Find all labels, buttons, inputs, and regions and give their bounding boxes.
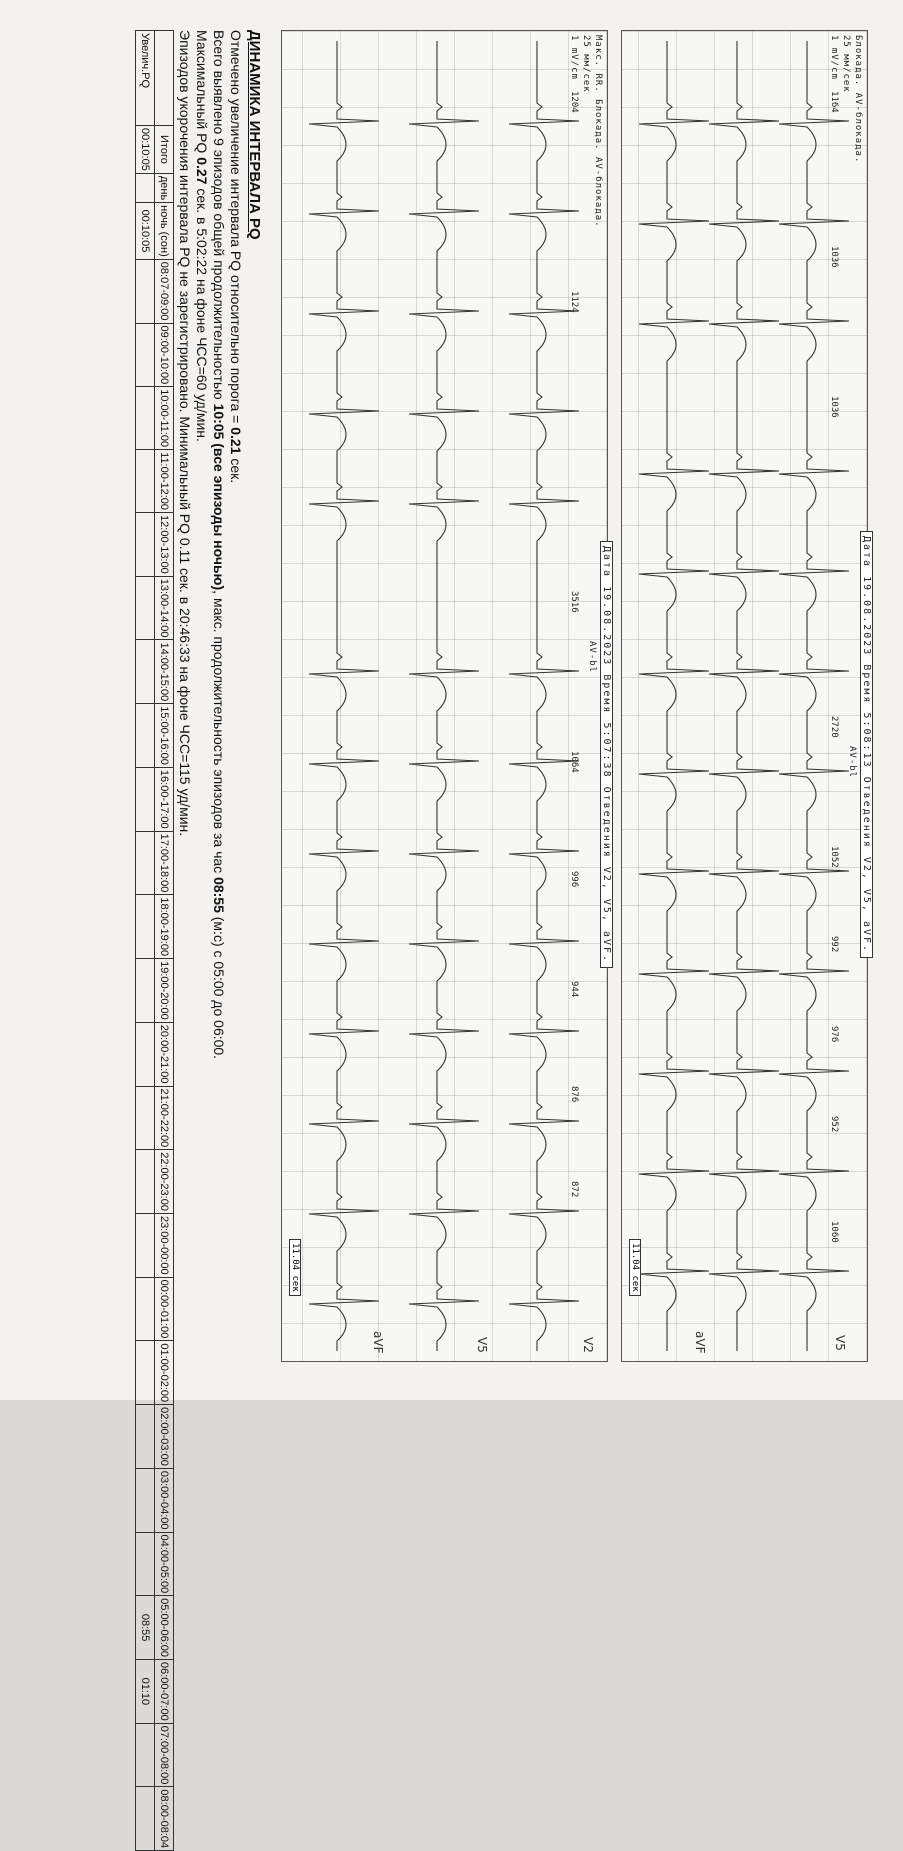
strip-1-amplitude: 1 mV/cm <box>829 35 839 80</box>
report-line2-text: Всего выявлено 9 эпизодов общей продолжительностью <box>211 30 227 404</box>
table-hour-header: 10:00-11:00 <box>155 387 174 450</box>
strip-2-duration: 11.04 сек <box>289 1239 301 1296</box>
table-row-total: 00:10:05 <box>136 126 155 174</box>
report-max-hour-duration: 08:55 <box>211 877 227 913</box>
table-row <box>136 31 155 1851</box>
table-hour-value <box>136 704 155 768</box>
rr-interval-label: 944 <box>569 981 579 998</box>
report-total-duration: 10:05 (все эпизоды ночью) <box>211 403 227 591</box>
table-hour-value <box>136 767 155 831</box>
table-row-night: 00:10:05 <box>136 203 155 260</box>
strip-2-header: Дата 19.08.2023 Время 5:07:38 Отведения V2, V5, aVF. <box>600 541 613 968</box>
table-hour-value <box>136 959 155 1023</box>
table-hour-header: 05:00-06:00 <box>155 1596 174 1660</box>
rr-interval-label: 1124 <box>569 291 579 313</box>
table-hour-value <box>136 576 155 640</box>
strip-1-speed: 25 мм/сек <box>841 35 851 93</box>
strip-2-amplitude: 1 mV/cm <box>569 35 579 80</box>
table-corner <box>155 31 174 126</box>
pq-report <box>135 30 263 1849</box>
report-line3-text: Максимальный PQ <box>194 30 210 158</box>
strip-2-title: Макс. RR. Блокада. AV-блокада. <box>593 35 603 228</box>
table-hour-value <box>136 1723 155 1787</box>
table-hour-header: 19:00-20:00 <box>155 959 174 1023</box>
table-hour-value <box>136 640 155 704</box>
table-hour-header: 17:00-18:00 <box>155 831 174 895</box>
table-hour-header: 13:00-14:00 <box>155 576 174 640</box>
ecg-strip-1 <box>621 30 872 1362</box>
ecg-trace-1 <box>622 31 867 1361</box>
report-line3-end: сек. в 5:02:22 на фоне ЧСС=60 уд/мин. <box>194 184 210 442</box>
table-hour-value <box>136 1405 155 1469</box>
ecg-lead-waveform <box>309 41 379 1351</box>
rr-interval-label: 992 <box>829 936 839 953</box>
strip-2-lead-avf: aVF <box>371 1331 385 1354</box>
table-hour-header: 09:00-10:00 <box>155 323 174 387</box>
rr-interval-label: 1036 <box>829 246 839 268</box>
rr-interval-label: 876 <box>569 1086 579 1103</box>
report-line1-text: Отмечено увеличение интервала PQ относительно порога = <box>228 30 244 428</box>
rr-interval-label: 1052 <box>829 846 839 868</box>
table-hour-header: 08:00-08:04 <box>155 1787 174 1851</box>
strip-2-speed: 25 мм/сек <box>581 35 591 93</box>
rr-interval-label: 1064 <box>569 751 579 773</box>
table-hour-value <box>136 1022 155 1086</box>
table-hour-header: 01:00-02:00 <box>155 1341 174 1405</box>
report-line-threshold <box>227 30 244 1360</box>
report-line-min-pq: Эпизодов укорочения интервала PQ не зарегистрировано. Минимальный PQ 0.11 сек. в 20:46:33 на фоне ЧСС=115 уд/мин. <box>177 30 193 837</box>
rr-interval-label: 996 <box>569 871 579 888</box>
ecg-lead-waveform <box>779 41 849 1351</box>
strip-1-first-rr: 1164 <box>829 91 839 113</box>
ecg-lead-waveform <box>409 41 479 1351</box>
table-hour-header: 18:00-19:00 <box>155 895 174 959</box>
table-hour-header: 14:00-15:00 <box>155 640 174 704</box>
ecg-trace-2 <box>282 31 607 1361</box>
table-hour-value <box>136 1787 155 1851</box>
table-hour-header: 15:00-16:00 <box>155 704 174 768</box>
table-hour-value <box>136 1086 155 1150</box>
strip-2-first-rr: 1204 <box>569 91 579 113</box>
table-hour-value <box>136 387 155 450</box>
strip-1-lead-avf: aVF <box>693 1331 707 1354</box>
report-threshold-value: 0.21 <box>228 427 244 455</box>
table-hour-value <box>136 1468 155 1532</box>
table-hour-value <box>136 1213 155 1277</box>
rr-interval-label: 3516 <box>569 591 579 613</box>
table-row-day <box>136 173 155 202</box>
table-hour-value <box>136 1532 155 1596</box>
table-hour-header: 22:00-23:00 <box>155 1150 174 1214</box>
table-hour-value <box>136 513 155 577</box>
table-hour-value <box>136 1277 155 1341</box>
rr-interval-label: 1036 <box>829 396 839 418</box>
table-hour-header: 06:00-07:00 <box>155 1659 174 1723</box>
table-hour-value <box>136 1150 155 1214</box>
table-hour-value: 01:10 <box>136 1659 155 1723</box>
strip-1-lead-v5: V5 <box>833 1335 847 1351</box>
table-hour-header: 16:00-17:00 <box>155 767 174 831</box>
report-line1-unit: сек. <box>228 454 244 484</box>
strip-2-lead-v2: V2 <box>581 1337 595 1353</box>
ecg-lead-waveform <box>709 41 779 1351</box>
table-hour-value: 08:55 <box>136 1596 155 1660</box>
report-heading: ДИНАМИКА ИНТЕРВАЛА PQ <box>246 30 263 240</box>
table-hour-header: 03:00-04:00 <box>155 1468 174 1532</box>
table-head-day: день <box>155 173 174 202</box>
strip-1-header: Дата 19.08.2023 Время 5:08:13 Отведения V2, V5, aVF. <box>860 531 873 958</box>
table-row-label: Увелич.PQ <box>136 31 155 126</box>
table-hour-value <box>136 450 155 513</box>
hourly-pq-table <box>135 30 174 1851</box>
table-hour-header: 02:00-03:00 <box>155 1405 174 1469</box>
strip-1-duration: 11.04 сек <box>629 1239 641 1296</box>
table-head-night: ночь (сон) <box>155 203 174 260</box>
ecg-strip-2 <box>281 30 612 1362</box>
table-hour-header: 12:00-13:00 <box>155 513 174 577</box>
table-head-total: Итого <box>155 126 174 174</box>
rr-interval-label: 2720 <box>829 716 839 738</box>
table-hour-header: 04:00-05:00 <box>155 1532 174 1596</box>
table-hour-value <box>136 831 155 895</box>
strip-2-lead-v5: V5 <box>475 1337 489 1353</box>
table-hour-header: 21:00-22:00 <box>155 1086 174 1150</box>
table-hour-value <box>136 895 155 959</box>
report-max-pq-value: 0.27 <box>194 157 210 185</box>
table-hour-header: 07:00-08:00 <box>155 1723 174 1787</box>
report-line2-end: (м:с) с 05:00 до 06:00. <box>211 912 227 1060</box>
strip-1-av-marker: AV-bl <box>847 746 857 779</box>
table-hour-header: 20:00-21:00 <box>155 1022 174 1086</box>
strip-1-title: Блокада. AV-блокада. <box>853 35 863 164</box>
table-hour-header: 23:00-00:00 <box>155 1213 174 1277</box>
table-hour-header: 00:00-01:00 <box>155 1277 174 1341</box>
table-header-row <box>155 31 174 1851</box>
rr-interval-label: 976 <box>829 1026 839 1043</box>
table-hour-value <box>136 1341 155 1405</box>
rr-interval-label: 1060 <box>829 1221 839 1243</box>
ecg-lead-waveform <box>639 41 709 1354</box>
report-line2-mid: , макс. продолжительность эпизодов за час <box>211 590 227 878</box>
report-line-max-pq <box>193 30 210 1360</box>
table-hour-header: 11:00-12:00 <box>155 450 174 513</box>
rr-interval-label: 872 <box>569 1181 579 1198</box>
report-line-episodes <box>210 30 227 1360</box>
table-hour-value <box>136 259 155 323</box>
strip-2-av-marker: AV-bl <box>587 641 597 674</box>
table-hour-header: 08:07-09:00 <box>155 259 174 323</box>
rr-interval-label: 952 <box>829 1116 839 1133</box>
ecg-lead-waveform <box>509 41 579 1351</box>
table-hour-value <box>136 323 155 387</box>
